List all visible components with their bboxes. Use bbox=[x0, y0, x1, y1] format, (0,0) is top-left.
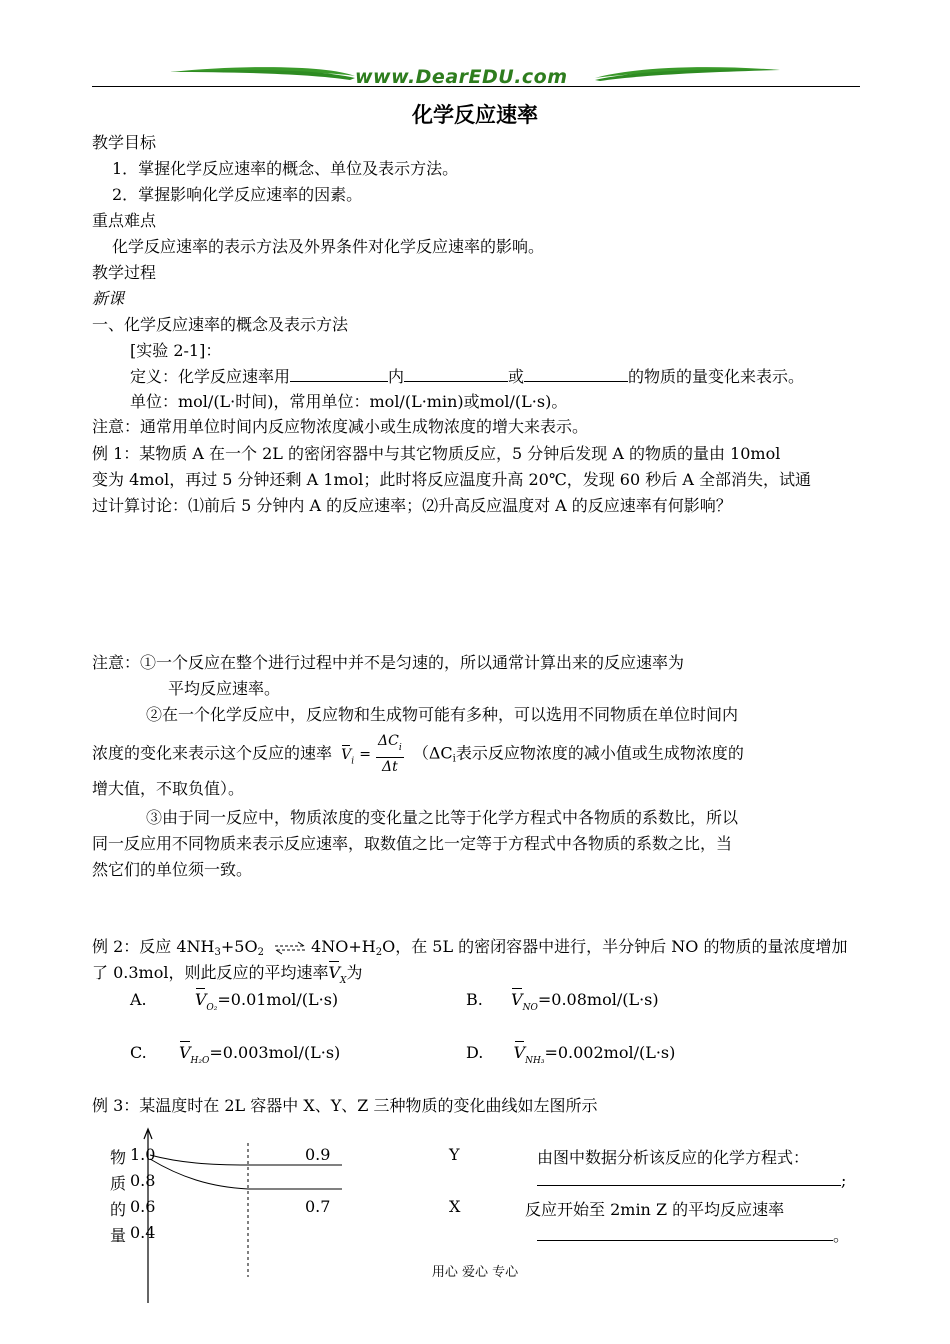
option-a-v: V bbox=[194, 990, 207, 1009]
note2-line5: 增大值，不取负值）。 bbox=[92, 779, 245, 798]
option-a-label: A. bbox=[130, 990, 147, 1009]
note3-line2: 同一反应用不同物质来表示反应速率，取数值之比一定等于方程式中各物质的系数之比，当 bbox=[92, 834, 733, 853]
option-d-label: D. bbox=[466, 1043, 484, 1062]
goal-1: 1．掌握化学反应速率的概念、单位及表示方法。 bbox=[112, 159, 459, 178]
new-lesson-label: 新课 bbox=[92, 289, 125, 308]
option-b-sub: NO bbox=[522, 1003, 538, 1013]
note-1: 注意：通常用单位时间内反应物浓度减小或生成物浓度的增大来表示。 bbox=[92, 417, 589, 436]
option-d-v: V bbox=[513, 1043, 526, 1062]
reversible-arrow-icon bbox=[273, 941, 307, 955]
definition-text-c: 或 bbox=[508, 367, 525, 386]
option-a[interactable] bbox=[130, 990, 338, 1013]
note2-line4-text-c: 表示反应物浓度的减小值或生成物浓度的 bbox=[455, 743, 744, 763]
value-label-x: 0.7 bbox=[305, 1197, 331, 1216]
option-d-sub: NH₃ bbox=[525, 1056, 545, 1066]
blank-3[interactable] bbox=[524, 367, 628, 382]
unit-line: 单位：mol/(L·时间)，常用单位：mol/(L·min)或mol/(L·s)。 bbox=[130, 392, 568, 411]
page-footer: 用心 爱心 专心 bbox=[431, 1265, 519, 1280]
value-label-y: 0.9 bbox=[305, 1145, 331, 1164]
answer-line-1[interactable] bbox=[537, 1171, 846, 1190]
option-c-label: C. bbox=[130, 1043, 147, 1062]
series-label-x: X bbox=[449, 1197, 461, 1216]
option-b-value: =0.08mol/(L·s) bbox=[537, 990, 659, 1009]
definition-line bbox=[130, 364, 804, 387]
example2-line1 bbox=[92, 934, 847, 958]
blank-answer-1[interactable] bbox=[537, 1171, 841, 1186]
example2-text-a: 例 2：反应 4NH bbox=[92, 937, 215, 956]
header-rule bbox=[92, 86, 860, 87]
answer-line-2[interactable] bbox=[537, 1223, 849, 1246]
option-b[interactable] bbox=[466, 990, 659, 1013]
option-b-label: B. bbox=[466, 990, 483, 1009]
header-site-url: www.DearEDU.com bbox=[355, 66, 568, 88]
definition-text-b: 内 bbox=[388, 367, 405, 386]
rate-formula: $V_i$ = $\frac{\Delta C_i}{\Delta t}$ bbox=[341, 733, 402, 775]
note2-line2: 平均反应速率。 bbox=[168, 679, 281, 698]
definition-text-a: 定义：化学反应速率用 bbox=[130, 367, 291, 386]
option-c-v: V bbox=[178, 1043, 191, 1062]
note2-line3: ②在一个化学反应中，反应物和生成物可能有多种，可以选用不同物质在单位时间内 bbox=[146, 705, 739, 724]
option-c-sub: H₂O bbox=[190, 1056, 210, 1066]
note2-line4-text-b: （ΔC bbox=[412, 743, 453, 763]
answer-2-end: 。 bbox=[833, 1226, 850, 1245]
key-heading: 重点难点 bbox=[92, 211, 157, 230]
series-label-y: Y bbox=[449, 1145, 460, 1164]
formula-v: V bbox=[341, 746, 352, 763]
example2-sub-b: 2 bbox=[257, 947, 264, 958]
example2-line2 bbox=[92, 960, 362, 986]
example2-sub-a: 3 bbox=[214, 947, 221, 958]
note2-line4-sub: i bbox=[452, 753, 456, 765]
example2-text-d: O，在 5L 的密闭容器中进行，半分钟后 NO 的物质的量浓度增加 bbox=[382, 937, 848, 956]
example3-text: 例 3：某温度时在 2L 容器中 X、Y、Z 三种物质的变化曲线如左图所示 bbox=[92, 1096, 598, 1115]
note2-line4-text-a: 浓度的变化来表示这个反应的速率 bbox=[92, 743, 333, 763]
page-title: 化学反应速率 bbox=[412, 103, 538, 127]
note2-line4 bbox=[92, 732, 744, 776]
option-a-sub: O₂ bbox=[206, 1003, 218, 1013]
blank-2[interactable] bbox=[404, 367, 508, 382]
note2-line1: 注意：①一个反应在整个进行过程中并不是匀速的，所以通常计算出来的反应速率为 bbox=[92, 653, 685, 672]
process-heading: 教学过程 bbox=[92, 263, 157, 282]
example1-line1: 例 1：某物质 A 在一个 2L 的密闭容器中与其它物质反应，5 分钟后发现 A 的物质的量由 10mol bbox=[92, 444, 781, 463]
example2-line2-text: 了 0.3mol，则此反应的平均速率 bbox=[92, 963, 329, 982]
formula-numerator-sub: i bbox=[398, 743, 402, 753]
option-d-value: =0.002mol/(L·s) bbox=[544, 1043, 676, 1062]
option-c[interactable] bbox=[130, 1043, 340, 1066]
question-2: 反应开始至 2min Z 的平均反应速率 bbox=[525, 1200, 785, 1219]
formula-v-sub: i bbox=[351, 756, 355, 767]
y-label-char-1: 物 bbox=[110, 1148, 127, 1167]
experiment-label: [实验 2-1]： bbox=[130, 341, 222, 360]
note3-line1: ③由于同一反应中，物质浓度的变化量之比等于化学方程式中各物质的系数比，所以 bbox=[146, 808, 739, 827]
part1-heading: 一、化学反应速率的概念及表示方法 bbox=[92, 315, 349, 334]
answer-1-end: ; bbox=[841, 1171, 847, 1190]
y-tick-2: 0.8 bbox=[130, 1171, 156, 1190]
option-a-value: =0.01mol/(L·s) bbox=[217, 990, 339, 1009]
y-label-char-3: 的 bbox=[110, 1200, 127, 1219]
y-tick-4: 0.4 bbox=[130, 1223, 156, 1242]
goal-2: 2．掌握影响化学反应速率的因素。 bbox=[112, 185, 363, 204]
example2-rate-sub: X bbox=[340, 976, 347, 986]
example1-line2: 变为 4mol，再过 5 分钟还剩 A 1mol；此时将反应温度升高 20℃，发现 60 秒后 A 全部消失，试通 bbox=[92, 470, 811, 489]
option-b-v: V bbox=[511, 990, 523, 1009]
blank-1[interactable] bbox=[290, 367, 388, 382]
y-label-char-2: 质 bbox=[110, 1174, 127, 1193]
y-tick-3: 0.6 bbox=[130, 1197, 156, 1216]
question-1: 由图中数据分析该反应的化学方程式： bbox=[537, 1148, 810, 1167]
formula-denominator: Δt bbox=[382, 759, 398, 775]
example2-rate-v: V bbox=[328, 963, 341, 982]
formula-numerator: ΔC bbox=[378, 733, 399, 749]
example2-text-c: 4NO+H bbox=[311, 937, 376, 956]
option-c-value: =0.003mol/(L·s) bbox=[209, 1043, 341, 1062]
example2-line2-end: 为 bbox=[346, 963, 363, 982]
example2-sub-c: 2 bbox=[375, 947, 383, 958]
blank-answer-2[interactable] bbox=[537, 1226, 833, 1241]
y-label-char-4: 量 bbox=[110, 1226, 127, 1245]
example2-text-b: +5O bbox=[220, 937, 258, 956]
goals-heading: 教学目标 bbox=[92, 133, 157, 152]
formula-fraction bbox=[376, 732, 404, 776]
key-text: 化学反应速率的表示方法及外界条件对化学反应速率的影响。 bbox=[112, 237, 545, 256]
definition-text-d: 的物质的量变化来表示。 bbox=[628, 367, 805, 386]
option-d[interactable] bbox=[466, 1043, 675, 1066]
note3-line3: 然它们的单位须一致。 bbox=[92, 860, 253, 879]
y-tick-1: 1.0 bbox=[130, 1145, 156, 1164]
example1-line3: 过计算讨论：⑴前后 5 分钟内 A 的反应速率；⑵升高反应温度对 A 的反应速率有何影响？ bbox=[92, 496, 732, 515]
